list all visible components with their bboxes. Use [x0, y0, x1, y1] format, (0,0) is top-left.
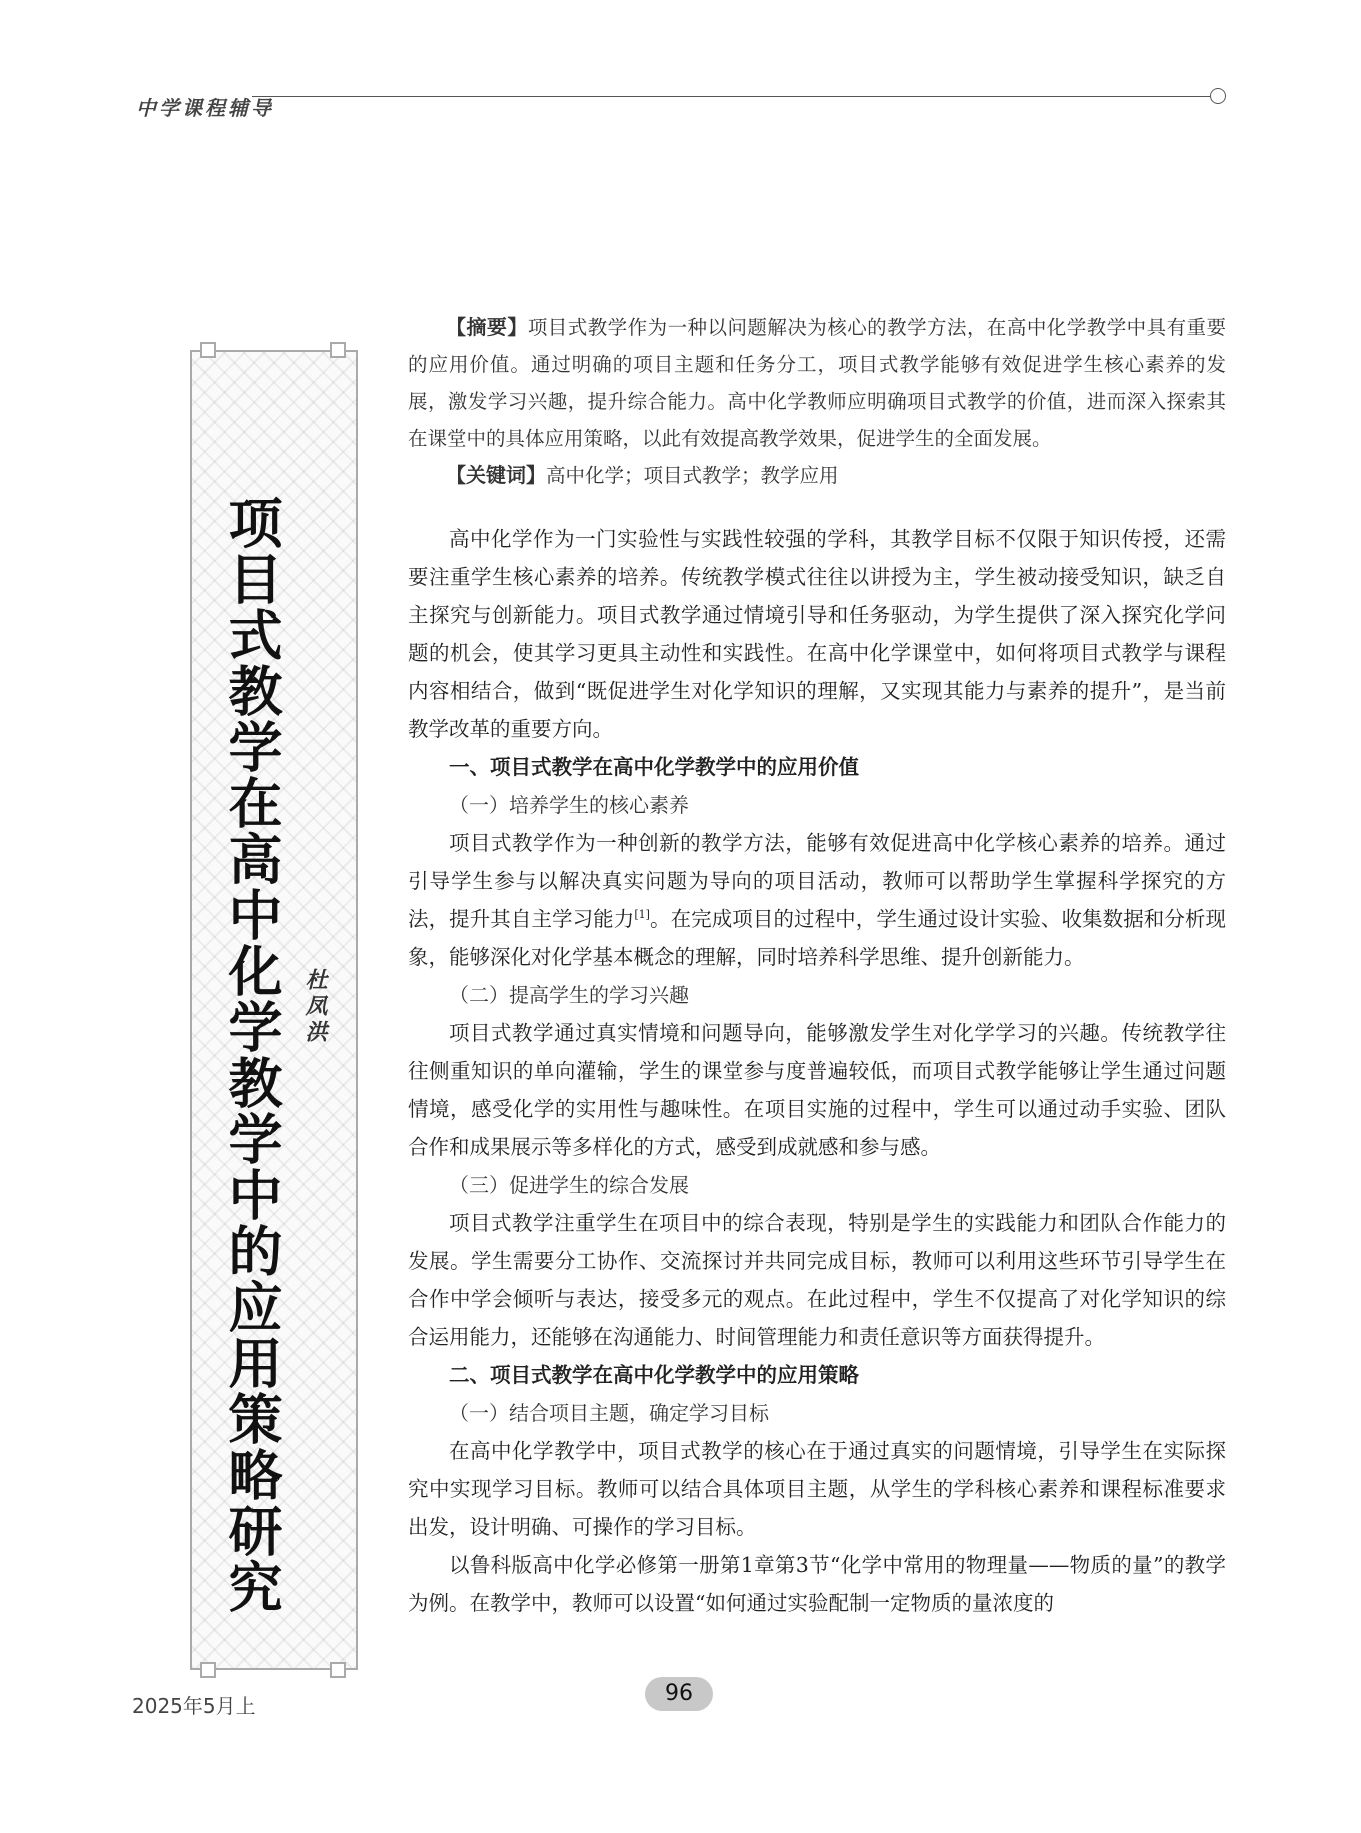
banner-corner-ornament	[200, 1662, 216, 1678]
article-content	[408, 309, 1226, 1622]
abstract-text: 项目式教学作为一种以问题解决为核心的教学方法，在高中化学教学中具有重要的应用价值。通过明确的项目主题和任务分工，项目式教学能够有效促进学生核心素养的发展，激发学习兴趣，提升综合能力。高中化学教师应明确项目式教学的价值，进而深入探索其在课堂中的具体应用策略，以此有效提高教学效果，促进学生的全面发展。	[408, 316, 1226, 450]
subsection-heading: （一）培养学生的核心素养	[449, 793, 689, 817]
banner-corner-ornament	[330, 1662, 346, 1678]
subsection-heading: （三）促进学生的综合发展	[449, 1173, 689, 1197]
keywords-tag: 【关键词】	[446, 463, 546, 487]
intro-paragraph: 高中化学作为一门实验性与实践性较强的学科，其教学目标不仅限于知识传授，还需要注重学生核心素养的培养。传统教学模式往往以讲授为主，学生被动接受知识，缺乏自主探究与创新能力。项目式教学通过情境引导和任务驱动，为学生提供了深入探究化学问题的机会，使其学习更具主动性和实践性。在高中化学课堂中，如何将项目式教学与课程内容相结合，做到“既促进学生对化学知识的理解，又实现其能力与素养的提升”，是当前教学改革的重要方向。	[408, 527, 1226, 741]
paragraph-text: 。在完成项目的过程中，学生通过设计实验、收集数据和分析现象，能够深化对化学基本概念的理解，同时培养科学思维、提升创新能力。	[408, 907, 1227, 969]
abstract-tag: 【摘要】	[446, 315, 528, 339]
header-rule	[252, 96, 1212, 97]
subsection-heading: （二）提高学生的学习兴趣	[449, 983, 689, 1007]
header-circle-ornament	[1210, 88, 1226, 104]
banner-corner-ornament	[330, 342, 346, 358]
abstract-paragraph	[408, 309, 1226, 457]
journal-name: 中学课程辅导	[136, 96, 274, 120]
body-paragraph: 以鲁科版高中化学必修第一册第1章第3节“化学中常用的物理量——物质的量”的教学为例。在教学中，教师可以设置“如何通过实验配制一定物质的量浓度的	[408, 1553, 1226, 1615]
abstract-block	[408, 309, 1226, 494]
body-paragraph	[408, 824, 1226, 976]
page-number: 96	[645, 1677, 713, 1711]
body-paragraph: 在高中化学教学中，项目式教学的核心在于通过真实的问题情境，引导学生在实际探究中实现学习目标。教师可以结合具体项目主题，从学生的学科核心素养和课程标准要求出发，设计明确、可操作的学习目标。	[408, 1439, 1226, 1539]
article-body	[408, 520, 1226, 1622]
section-heading: 二、项目式教学在高中化学教学中的应用策略	[449, 1363, 859, 1387]
issue-date: 2025年5月上	[132, 1694, 256, 1718]
citation-marker: [1]	[634, 908, 650, 922]
article-title: 项目式教学在高中化学教学中的应用策略研究	[220, 495, 283, 1615]
body-paragraph: 项目式教学通过真实情境和问题导向，能够激发学生对化学学习的兴趣。传统教学往往侧重知识的单向灌输，学生的课堂参与度普遍较低，而项目式教学能够让学生通过问题情境，感受化学的实用性与趣味性。在项目实施的过程中，学生可以通过动手实验、团队合作和成果展示等多样化的方式，感受到成就感和参与感。	[408, 1021, 1226, 1159]
keywords-paragraph	[408, 457, 1226, 494]
paragraph-text: 项目式教学作为一种创新的教学方法，能够有效促进高中化学核心素养的培养。通过引导学生参与以解决真实问题为导向的项目活动，教师可以帮助学生掌握科学探究的方法，提升其自主学习能力	[408, 831, 1226, 931]
body-paragraph: 项目式教学注重学生在项目中的综合表现，特别是学生的实践能力和团队合作能力的发展。学生需要分工协作、交流探讨并共同完成目标，教师可以利用这些环节引导学生在合作中学会倾听与表达，接受多元的观点。在此过程中，学生不仅提高了对化学知识的综合运用能力，还能够在沟通能力、时间管理能力和责任意识等方面获得提升。	[408, 1211, 1226, 1349]
keywords-text: 高中化学；项目式教学；教学应用	[546, 464, 839, 487]
section-heading: 一、项目式教学在高中化学教学中的应用价值	[449, 755, 859, 779]
banner-corner-ornament	[200, 342, 216, 358]
subsection-heading: （一）结合项目主题，确定学习目标	[449, 1401, 769, 1425]
author-name: 杜凤洪	[302, 968, 328, 1046]
